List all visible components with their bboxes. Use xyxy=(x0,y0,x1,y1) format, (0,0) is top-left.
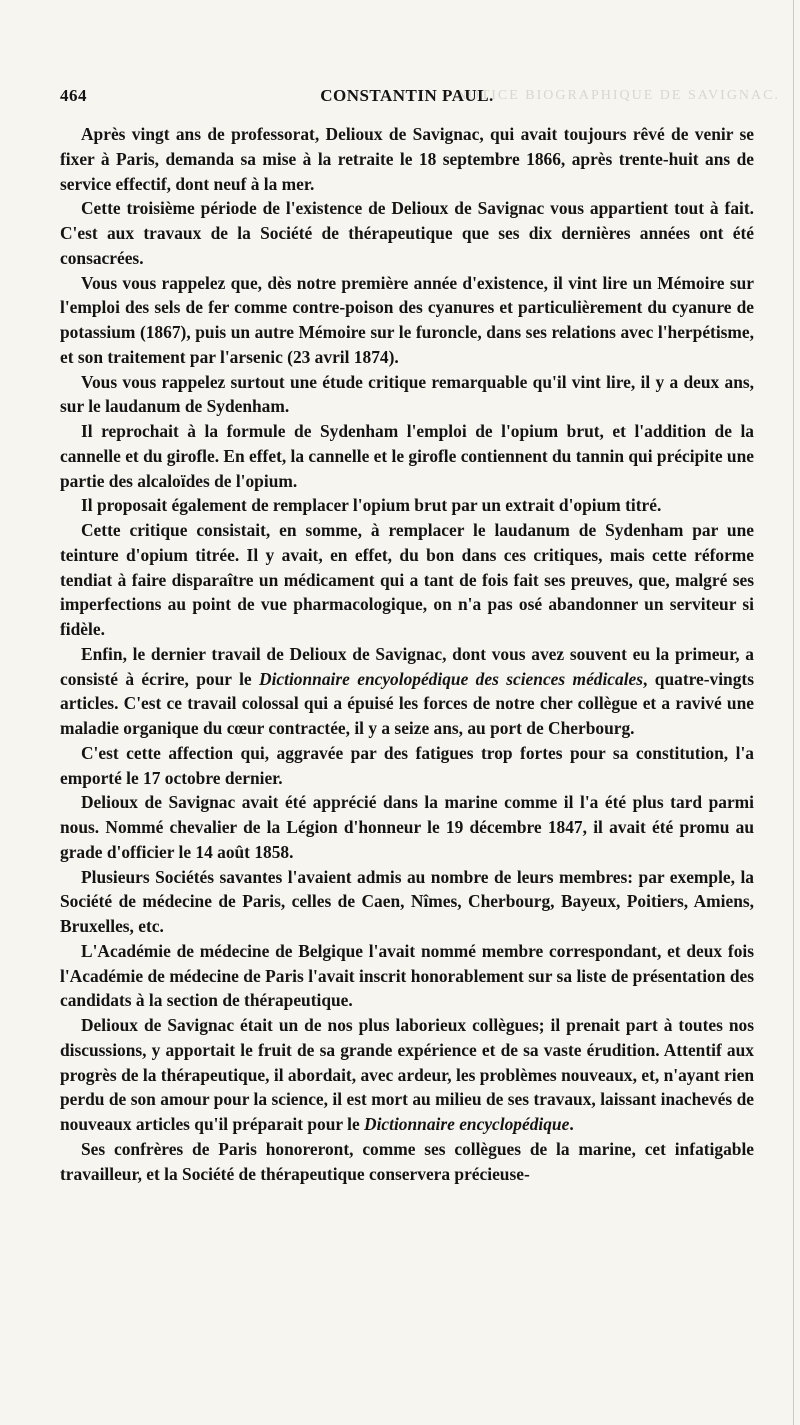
bleed-through-text: NOTICE BIOGRAPHIQUE DE SAVIGNAC. xyxy=(456,88,780,103)
paragraph-text: , quatre-vingts articles. C'est ce travail colossal qui a épuisé les forces de notre cher collègue et a ravivé une maladie organique du cœur contractée, il y a seize ans, au port de Cherbourg. xyxy=(60,668,754,738)
paragraph-text: . xyxy=(569,1114,574,1134)
paragraph-text: Delioux de Savignac était un de nos plus laborieux collègues; il prenait part à toutes nos discussions, y apportait le fruit de sa grande expérience et de sa vaste érudition. Attentif aux progrès de la thérapeutique, il abordait, avec ardeur, les problèmes nouveaux, et, n'ayant rien perdu de son amour pour la science, il est mort au milieu de ses travaux, laissant inachevés de nouveaux articles qu'il préparait pour le xyxy=(60,1015,754,1134)
paragraph xyxy=(60,1013,754,1137)
paragraph: Cette critique consistait, en somme, à remplacer le laudanum de Sydenham par une teinture d'opium titrée. Il y avait, en effet, du bon dans ces critiques, mais cette réforme tendiat à faire disparaître un médicament qui a tant de fois fait ses preuves, que, malgré ses imperfections au point de vue pharmacologique, on n'a pas osé abandonner un serviteur si fidèle. xyxy=(60,520,754,639)
running-head: CONSTANTIN PAUL. xyxy=(320,86,494,105)
paragraph: Plusieurs Sociétés savantes l'avaient admis au nombre de leurs membres: par exemple, la Société de médecine de Paris, celles de Caen, Nîmes, Cherbourg, Bayeux, Poitiers, Amiens, Bruxelles, etc. xyxy=(60,866,754,936)
italic-title: Dictionnaire encyclopédique xyxy=(364,1114,570,1134)
page-number: 464 xyxy=(60,86,87,105)
paragraph: Il proposait également de remplacer l'opium brut par un extrait d'opium titré. xyxy=(81,495,662,516)
italic-title: Dictionnaire encyolopédique des sciences médicales xyxy=(259,668,644,689)
paragraph xyxy=(60,642,754,741)
paragraph: Vous vous rappelez que, dès notre première année d'existence, il vint lire un Mémoire sur l'emploi des sels de fer comme contre-poison des cyanures et particulièrement du cyanure de potassium (1867), puis un autre Mémoire sur le furoncle, dans ses relations avec l'herpétisme, et son traitement par l'arsenic (23 avril 1874). xyxy=(60,272,754,367)
paragraph: Cette troisième période de l'existence de Delioux de Savignac vous appartient tout à fait. C'est aux travaux de la Société de thérapeutique que ses dix dernières années ont été consacrées. xyxy=(60,198,754,268)
page-header xyxy=(60,82,754,108)
paragraph: C'est cette affection qui, aggravée par des fatigues trop fortes pour sa constitution, l'a emporté le 17 octobre dernier. xyxy=(60,742,754,788)
paragraph: Ses confrères de Paris honoreront, comme ses collègues de la marine, cet infatigable travailleur, et la Société de thérapeutique conservera précieuse- xyxy=(60,1138,754,1184)
paragraph-text: Enfin, le dernier travail de Delioux de Savignac, dont vous avez souvent eu la primeur, a consisté à écrire, pour le xyxy=(60,643,754,689)
paragraph: Delioux de Savignac avait été apprécié dans la marine comme il l'a été plus tard parmi nous. Nommé chevalier de la Légion d'honneur le 19 décembre 1847, il avait été promu au grade d'officier le 14 août 1858. xyxy=(60,792,754,862)
page-edge-line xyxy=(793,0,794,1425)
paragraph: Après vingt ans de professorat, Delioux de Savignac, qui avait toujours rêvé de venir se fixer à Paris, demanda sa mise à la retraite le 18 septembre 1866, après trente-huit ans de service effectif, dont neuf à la mer. xyxy=(60,124,754,194)
paragraph: L'Académie de médecine de Belgique l'avait nommé membre correspondant, et deux fois l'Académie de médecine de Paris l'avait inscrit honorablement sur sa liste de présentation des candidats à la section de thérapeutique. xyxy=(60,940,754,1011)
paragraph: Il reprochait à la formule de Sydenham l'emploi de l'opium brut, et l'addition de la cannelle et du girofle. En effet, la cannelle et le girofle contiennent du tannin qui précipite une partie des alcaloïdes de l'opium. xyxy=(60,421,754,491)
paragraph: Vous vous rappelez surtout une étude critique remarquable qu'il vint lire, il y a deux ans, sur le laudanum de Sydenham. xyxy=(60,371,754,417)
body-text xyxy=(60,122,754,1186)
